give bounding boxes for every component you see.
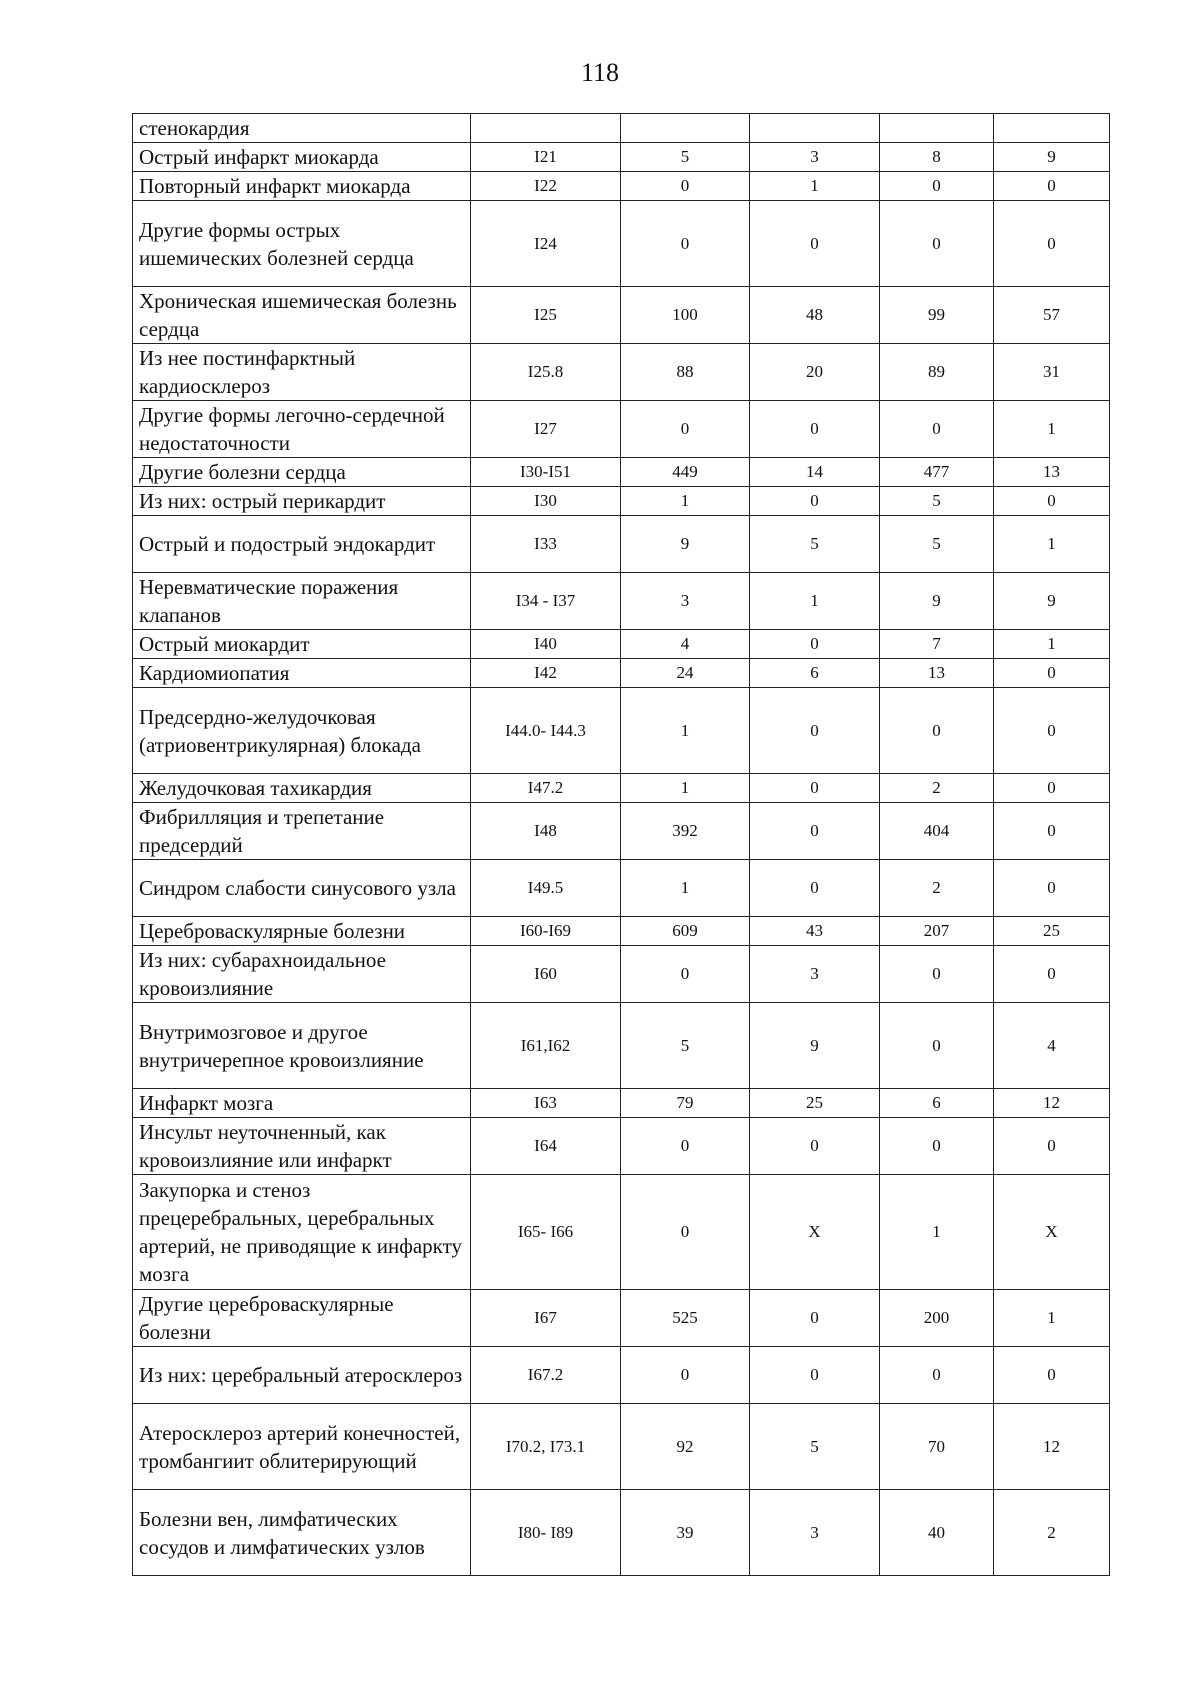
value-cell-2: 0 [750,1118,880,1175]
table-row [133,1490,1110,1576]
value-cell-1: 0 [621,1347,750,1404]
table-row [133,803,1110,860]
value-cell-1: 88 [621,344,750,401]
table-row [133,774,1110,803]
value-cell-4: 0 [994,946,1110,1003]
value-cell-3: 200 [880,1290,994,1347]
disease-name-cell: Неревматические поражения клапанов [133,573,471,630]
value-cell-2: 0 [750,1347,880,1404]
value-cell-3: 0 [880,1347,994,1404]
value-cell-2: 1 [750,573,880,630]
value-cell-2: 14 [750,458,880,487]
value-cell-4: 0 [994,803,1110,860]
icd-code-cell: I67.2 [471,1347,621,1404]
value-cell-1: 0 [621,201,750,287]
disease-name-cell: Болезни вен, лимфатических сосудов и лимфатических узлов [133,1490,471,1576]
value-cell-4: 9 [994,573,1110,630]
value-cell-3: 477 [880,458,994,487]
table-row [133,946,1110,1003]
value-cell-1: 0 [621,946,750,1003]
value-cell-2: X [750,1175,880,1290]
table-row [133,1290,1110,1347]
value-cell-2: 3 [750,1490,880,1576]
page-number: 118 [580,58,620,87]
icd-code-cell: I22 [471,172,621,201]
value-cell-1: 1 [621,774,750,803]
value-cell-2: 5 [750,516,880,573]
table-row [133,659,1110,688]
disease-name-cell: Внутримозговое и другое внутричерепное кровоизлияние [133,1003,471,1089]
value-cell-2: 20 [750,344,880,401]
value-cell-3: 6 [880,1089,994,1118]
value-cell-4: 12 [994,1404,1110,1490]
disease-name-cell: Из нее постинфарктный кардиосклероз [133,344,471,401]
value-cell-2: 0 [750,401,880,458]
value-cell-1: 0 [621,1118,750,1175]
value-cell-3: 0 [880,1118,994,1175]
table-row [133,143,1110,172]
table-row [133,201,1110,287]
icd-code-cell: I67 [471,1290,621,1347]
table-row [133,344,1110,401]
disease-name-cell: Закупорка и стеноз прецеребральных, церебральных артерий, не приводящие к инфаркту мозга [133,1175,471,1290]
icd-code-cell: I21 [471,143,621,172]
disease-name-cell: Желудочковая тахикардия [133,774,471,803]
value-cell-3: 0 [880,1003,994,1089]
value-cell-1: 609 [621,917,750,946]
value-cell-4: 2 [994,1490,1110,1576]
value-cell-1: 0 [621,172,750,201]
value-cell-3: 0 [880,201,994,287]
value-cell-3: 1 [880,1175,994,1290]
value-cell-2: 0 [750,630,880,659]
icd-code-cell [471,114,621,143]
value-cell-3: 99 [880,287,994,344]
table-row [133,1347,1110,1404]
value-cell-2: 0 [750,1290,880,1347]
value-cell-2: 3 [750,946,880,1003]
value-cell-1: 392 [621,803,750,860]
value-cell-4: 0 [994,1347,1110,1404]
table-row [133,401,1110,458]
table-row [133,114,1110,143]
icd-code-cell: I30-I51 [471,458,621,487]
table-row [133,573,1110,630]
value-cell-1: 92 [621,1404,750,1490]
value-cell-2: 43 [750,917,880,946]
disease-name-cell: Из них: острый перикардит [133,487,471,516]
disease-name-cell: Инфаркт мозга [133,1089,471,1118]
disease-name-cell: Острый миокардит [133,630,471,659]
value-cell-2: 48 [750,287,880,344]
value-cell-3: 207 [880,917,994,946]
table-row [133,1118,1110,1175]
disease-name-cell: Другие болезни сердца [133,458,471,487]
disease-name-cell: Другие цереброваскулярные болезни [133,1290,471,1347]
value-cell-2: 0 [750,860,880,917]
icd-code-cell: I70.2, I73.1 [471,1404,621,1490]
value-cell-3: 0 [880,172,994,201]
value-cell-3: 89 [880,344,994,401]
icd-code-cell: I61,I62 [471,1003,621,1089]
disease-name-cell: Из них: церебральный атеросклероз [133,1347,471,1404]
value-cell-1: 9 [621,516,750,573]
disease-name-cell: Кардиомиопатия [133,659,471,688]
disease-name-cell: Другие формы легочно-сердечной недостаточности [133,401,471,458]
icd-code-cell: I65- I66 [471,1175,621,1290]
icd-code-cell: I33 [471,516,621,573]
value-cell-1: 0 [621,401,750,458]
table-row [133,630,1110,659]
icd-code-cell: I27 [471,401,621,458]
value-cell-1 [621,114,750,143]
value-cell-2: 0 [750,487,880,516]
icd-code-cell: I40 [471,630,621,659]
icd-code-cell: I34 - I37 [471,573,621,630]
value-cell-2: 0 [750,803,880,860]
value-cell-1: 4 [621,630,750,659]
disease-name-cell: Атеросклероз артерий конечностей, тромбангиит облитерирующий [133,1404,471,1490]
value-cell-1: 79 [621,1089,750,1118]
disease-name-cell: Синдром слабости синусового узла [133,860,471,917]
value-cell-4: 0 [994,201,1110,287]
value-cell-3: 5 [880,487,994,516]
value-cell-4: 12 [994,1089,1110,1118]
value-cell-4: 1 [994,630,1110,659]
table-row [133,917,1110,946]
value-cell-1: 1 [621,487,750,516]
value-cell-2: 1 [750,172,880,201]
icd-code-cell: I49.5 [471,860,621,917]
table-row [133,487,1110,516]
value-cell-1: 0 [621,1175,750,1290]
value-cell-2: 3 [750,143,880,172]
value-cell-1: 39 [621,1490,750,1576]
icd-code-cell: I80- I89 [471,1490,621,1576]
icd-code-cell: I42 [471,659,621,688]
value-cell-4: 1 [994,1290,1110,1347]
disease-name-cell: стенокардия [133,114,471,143]
value-cell-4: 4 [994,1003,1110,1089]
value-cell-3 [880,114,994,143]
value-cell-2 [750,114,880,143]
value-cell-4: 25 [994,917,1110,946]
icd-code-cell: I60-I69 [471,917,621,946]
icd-code-cell: I60 [471,946,621,1003]
value-cell-3: 0 [880,946,994,1003]
value-cell-4 [994,114,1110,143]
value-cell-4: 1 [994,401,1110,458]
icd-code-cell: I30 [471,487,621,516]
value-cell-3: 404 [880,803,994,860]
disease-name-cell: Цереброваскулярные болезни [133,917,471,946]
table-row [133,1404,1110,1490]
value-cell-4: 13 [994,458,1110,487]
icd-code-cell: I24 [471,201,621,287]
value-cell-2: 0 [750,688,880,774]
value-cell-4: 0 [994,487,1110,516]
value-cell-2: 0 [750,201,880,287]
value-cell-4: 0 [994,774,1110,803]
icd-code-cell: I25 [471,287,621,344]
value-cell-2: 25 [750,1089,880,1118]
table-row [133,860,1110,917]
value-cell-3: 5 [880,516,994,573]
value-cell-1: 3 [621,573,750,630]
value-cell-3: 40 [880,1490,994,1576]
value-cell-3: 70 [880,1404,994,1490]
icd-code-cell: I63 [471,1089,621,1118]
value-cell-4: 0 [994,1118,1110,1175]
value-cell-3: 2 [880,860,994,917]
value-cell-4: 9 [994,143,1110,172]
value-cell-4: 0 [994,860,1110,917]
icd-code-cell: I64 [471,1118,621,1175]
table-row [133,688,1110,774]
table-row [133,287,1110,344]
value-cell-4: 0 [994,659,1110,688]
value-cell-3: 0 [880,401,994,458]
icd-code-cell: I47.2 [471,774,621,803]
value-cell-2: 5 [750,1404,880,1490]
table-row [133,516,1110,573]
value-cell-1: 1 [621,860,750,917]
value-cell-3: 2 [880,774,994,803]
value-cell-4: 31 [994,344,1110,401]
value-cell-1: 100 [621,287,750,344]
value-cell-4: 0 [994,688,1110,774]
value-cell-3: 0 [880,688,994,774]
value-cell-4: X [994,1175,1110,1290]
disease-name-cell: Острый инфаркт миокарда [133,143,471,172]
value-cell-4: 57 [994,287,1110,344]
table-row [133,1175,1110,1290]
value-cell-2: 6 [750,659,880,688]
icd-code-cell: I44.0- I44.3 [471,688,621,774]
disease-name-cell: Острый и подострый эндокардит [133,516,471,573]
icd-code-cell: I48 [471,803,621,860]
value-cell-1: 5 [621,1003,750,1089]
disease-name-cell: Другие формы острых ишемических болезней сердца [133,201,471,287]
value-cell-3: 9 [880,573,994,630]
icd-code-cell: I25.8 [471,344,621,401]
value-cell-3: 8 [880,143,994,172]
disease-name-cell: Повторный инфаркт миокарда [133,172,471,201]
value-cell-2: 9 [750,1003,880,1089]
table-row [133,458,1110,487]
table-row [133,1003,1110,1089]
value-cell-3: 13 [880,659,994,688]
disease-name-cell: Хроническая ишемическая болезнь сердца [133,287,471,344]
table-row [133,1089,1110,1118]
disease-name-cell: Из них: субарахноидальное кровоизлияние [133,946,471,1003]
disease-name-cell: Инсульт неуточненный, как кровоизлияние или инфаркт [133,1118,471,1175]
value-cell-1: 525 [621,1290,750,1347]
value-cell-1: 449 [621,458,750,487]
value-cell-1: 5 [621,143,750,172]
disease-name-cell: Предсердно-желудочковая (атриовентрикулярная) блокада [133,688,471,774]
value-cell-1: 24 [621,659,750,688]
value-cell-3: 7 [880,630,994,659]
table-row [133,172,1110,201]
value-cell-4: 1 [994,516,1110,573]
disease-statistics-table [132,113,1110,1576]
value-cell-1: 1 [621,688,750,774]
value-cell-4: 0 [994,172,1110,201]
value-cell-2: 0 [750,774,880,803]
disease-name-cell: Фибрилляция и трепетание предсердий [133,803,471,860]
